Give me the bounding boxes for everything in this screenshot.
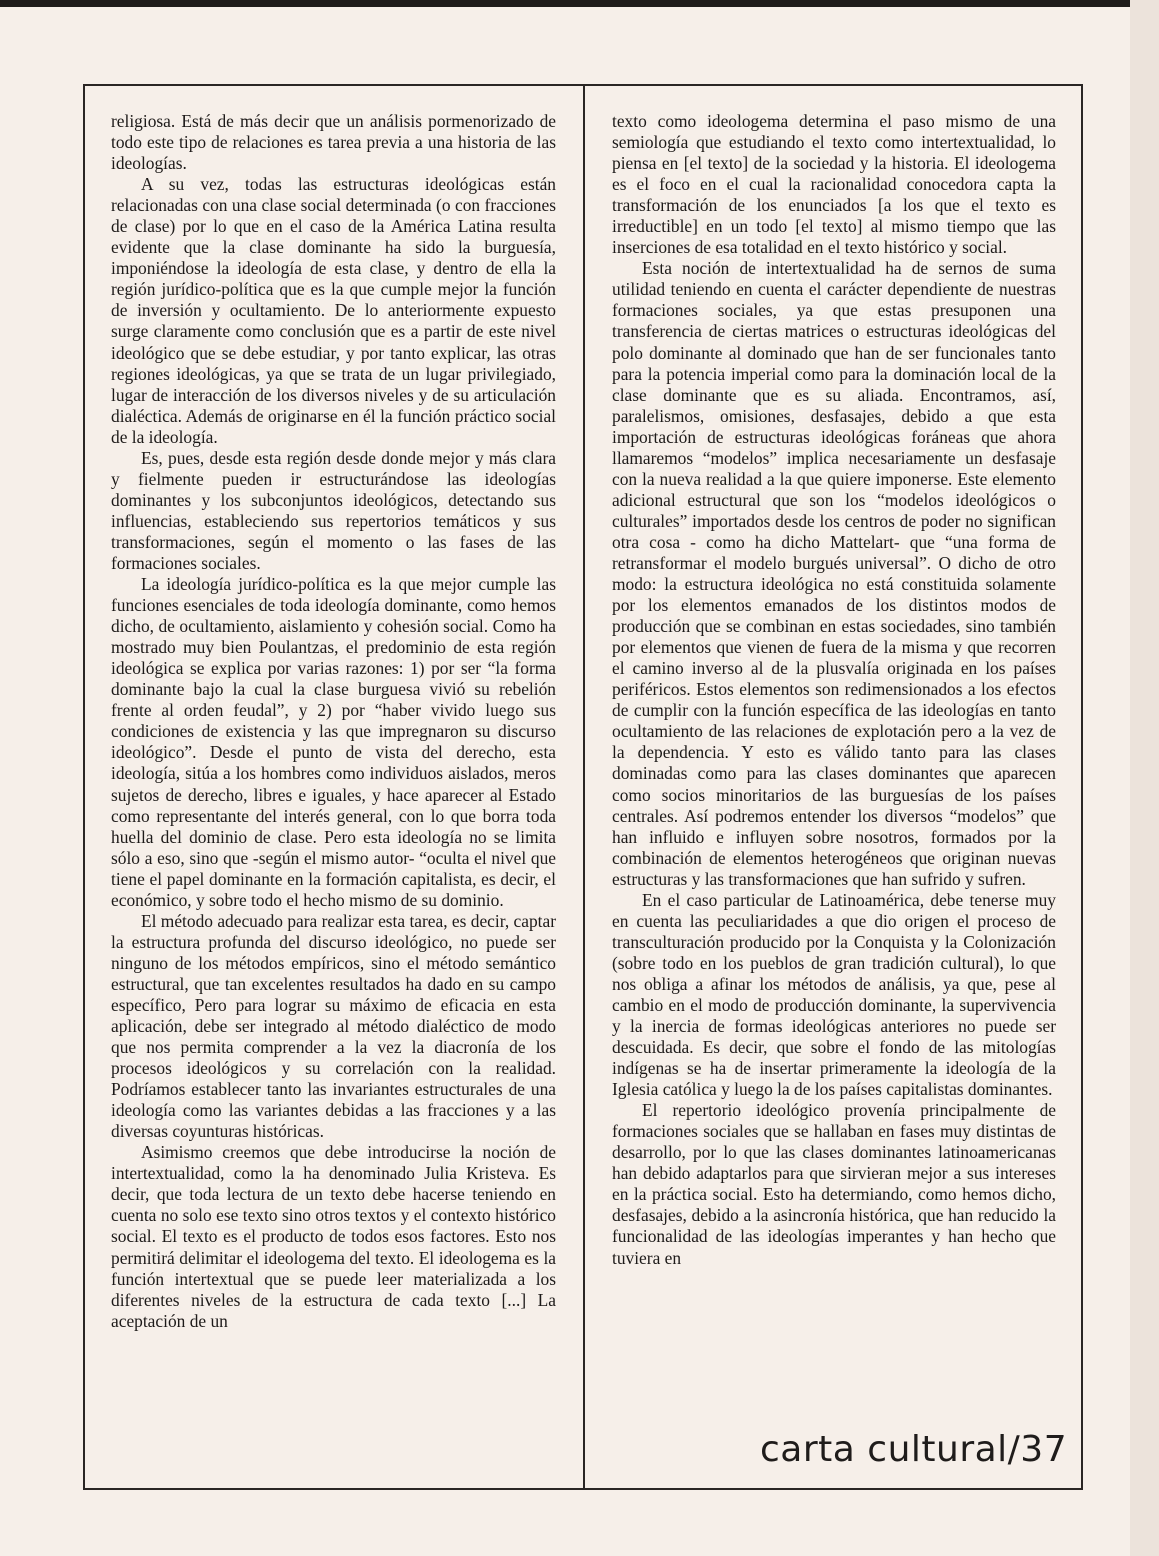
top-rule [0, 0, 1130, 7]
paragraph: religiosa. Está de más decir que un análisis pormenorizado de todo este tipo de relaciones es tarea previa a una historia de las ideologías. [111, 111, 556, 174]
left-column [111, 111, 556, 1332]
paragraph: Asimismo creemos que debe introducirse la noción de intertextualidad, como la ha denominado Julia Kristeva. Es decir, que toda lectura de un texto debe hacerse teniendo en cuenta no solo ese texto sino otros textos y el contexto histórico social. El texto es el producto de todos esos factores. Esto nos permitirá delimitar el ideologema del texto. El ideologema es la función intertextual que se puede leer materializada a los diferentes niveles de la estructura de cada texto [...] La aceptación de un [111, 1142, 556, 1331]
right-column [612, 111, 1056, 1269]
paragraph: El método adecuado para realizar esta tarea, es decir, captar la estructura profunda del discurso ideológico, no puede ser ninguno de los métodos empíricos, sino el método semántico estructural, que tan excelentes resultados ha dado en su campo específico, Pero para lograr su máximo de eficacia en esta aplicación, debe ser integrado al método dialéctico de modo que nos permita comprender a la vez la diacronía de los procesos ideológicos y su correlación con la realidad. Podríamos establecer tanto las invariantes estructurales de una ideología como las variantes debidas a las fracciones y a las diversas coyunturas históricas. [111, 910, 556, 1142]
paragraph: La ideología jurídico-política es la que mejor cumple las funciones esenciales de toda ideología dominante, como hemos dicho, de ocultamiento, aislamiento y cohesión social. Como ha mostrado muy bien Poulantzas, el predominio de esta región ideológica se explica por varias razones: 1) por ser “la forma dominante bajo la cual la clase burguesa vivió su rebelión frente al orden feudal”, y 2) por “haber vivido luego sus condiciones de existencia y las que impregnaron su discurso ideológico”. Desde el punto de vista del derecho, esta ideología, sitúa a los hombres como individuos aislados, meros sujetos de derecho, libres e iguales, y hace aparecer al Estado como representante del interés general, con lo que borra toda huella del dominio de clase. Pero esta ideología no se limita sólo a eso, sino que -según el mismo autor- “oculta el nivel que tiene el papel dominante en la formación capitalista, es decir, el económico, y sobre todo el hecho mismo de su dominio. [111, 574, 556, 910]
column-divider [583, 84, 585, 1490]
paragraph: A su vez, todas las estructuras ideológicas están relacionadas con una clase social determinada (o con fracciones de clase) por lo que en el caso de la América Latina resulta evidente que la clase dominante ha sido la burguesía, imponiéndose la ideología de esta clase, y dentro de ella la región jurídico-política que es la que cumple mejor la función de inversión y ocultamiento. De lo anteriormente expuesto surge claramente como conclusión que es a partir de este nivel ideológico que se debe estudiar, y por tanto explicar, las otras regiones ideológicas, ya que se trata de un lugar privilegiado, lugar de interacción de los diversos niveles y de su articulación dialéctica. Además de originarse en él la función práctico social de la ideología. [111, 174, 556, 447]
paragraph: El repertorio ideológico provenía principalmente de formaciones sociales que se hallaban en fases muy distintas de desarrollo, por lo que las clases dominantes latinoamericanas han debido adaptarlos para que sirvieran mejor a sus intereses en la práctica social. Esto ha determiando, como hemos dicho, desfasajes, debido a la asincronía histórica, que han reducido la funcionalidad de las ideologías imperantes y han hecho que tuviera en [612, 1100, 1056, 1268]
page-edge [1130, 0, 1159, 1556]
page-footer: carta cultural/37 [760, 1429, 1068, 1470]
paragraph: Esta noción de intertextualidad ha de sernos de suma utilidad teniendo en cuenta el carácter dependiente de nuestras formaciones sociales, ya que estas presuponen una transferencia de ciertas matrices o estructuras ideológicas del polo dominante al dominado que han de ser funcionales tanto para la potencia imperial como para la dominación local de la clase dominante que es su aliada. Encontramos, así, paralelismos, omisiones, desfasajes, debido a que esta importación de estructuras ideológicas foráneas que ahora llamaremos “modelos” implica necesariamente un desfasaje con la nueva realidad a la que quiere imponerse. Este elemento adicional estructural que son los “modelos ideológicos o culturales” importados desde los centros de poder no significan otra cosa - como ha dicho Mattelart- que “una forma de retransformar el modelo burgués universal”. O dicho de otro modo: la estructura ideológica no está constituida solamente por los elementos emanados de los distintos modos de producción que se combinan en estas sociedades, sino también por elementos que vienen de fuera de la misma y que recorren el camino inverso al de la plusvalía originada en los países periféricos. Estos elementos son redimensionados a los efectos de cumplir con la función específica de las ideologías en tanto ocultamiento de las relaciones de explotación pero a la vez de la dependencia. Y esto es válido tanto para las clases dominadas como para las clases dominantes que aparecen como socios minoritarios de las burguesías de los países centrales. Así podremos entender los diversos “modelos” que han influido e influyen sobre nosotros, formados por la combinación de elementos heterogéneos que originan nuevas estructuras y las transformaciones que han sufrido y sufren. [612, 258, 1056, 889]
paragraph: Es, pues, desde esta región desde donde mejor y más clara y fielmente pueden ir estructurándose las ideologías dominantes y los subconjuntos ideológicos, detectando sus influencias, estableciendo sus repertorios temáticos y sus transformaciones, según el momento o las fases de las formaciones sociales. [111, 447, 556, 573]
paragraph: texto como ideologema determina el paso mismo de una semiología que estudiando el texto como intertextualidad, lo piensa en [el texto] de la sociedad y la historia. El ideologema es el foco en el cual la racionalidad conocedora capta la transformación de los enunciados [a los que el texto es irreductible] en un todo [el texto] al mismo tiempo que las inserciones de esa totalidad en el texto histórico y social. [612, 111, 1056, 258]
paragraph: En el caso particular de Latinoamérica, debe tenerse muy en cuenta las peculiaridades a que dio origen el proceso de transculturación producido por la Conquista y la Colonización (sobre todo en los pueblos de gran tradición cultural), lo que nos obliga a afinar los métodos de análisis, ya que, pese al cambio en el modo de producción dominante, la supervivencia y la inercia de formas ideológicas anteriores no puede ser descuidada. Es decir, que sobre el fondo de las mitologías indígenas se ha de insertar primeramente la ideología de la Iglesia católica y luego la de los países capitalistas dominantes. [612, 889, 1056, 1100]
